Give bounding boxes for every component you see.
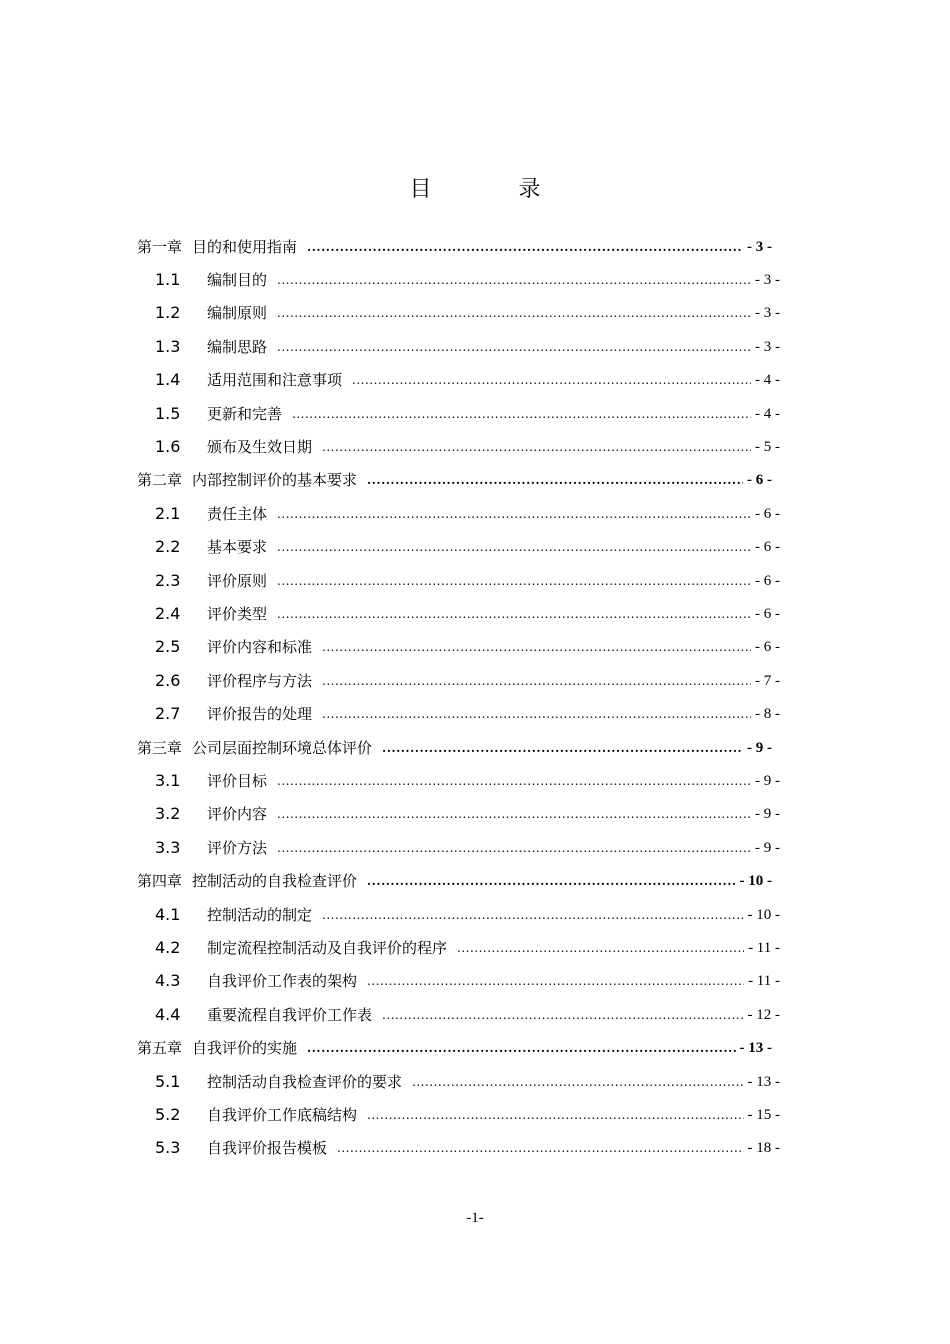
dot-leader xyxy=(382,1005,743,1025)
toc-section-number: 1.2 xyxy=(155,303,181,323)
toc-entry-title: 评价类型 xyxy=(207,604,268,623)
toc-section-entry[interactable] xyxy=(155,931,780,964)
toc-section-number: 4.2 xyxy=(155,937,181,957)
toc-chapter-entry[interactable] xyxy=(137,731,772,764)
toc-page-number: - 6 - xyxy=(755,572,780,589)
toc-section-entry[interactable] xyxy=(155,698,780,731)
toc-section-number: 4.3 xyxy=(155,971,181,991)
toc-page-number: - 10 - xyxy=(739,873,772,890)
toc-chapter-label: 第一章 xyxy=(137,237,183,256)
toc-section-entry[interactable] xyxy=(155,764,780,797)
toc-section-entry[interactable] xyxy=(155,965,780,998)
toc-section-entry[interactable] xyxy=(155,531,780,564)
toc-section-entry[interactable] xyxy=(155,297,780,330)
toc-page-number: - 6 - xyxy=(755,505,780,522)
toc-entry-title: 控制活动的自我检查评价 xyxy=(192,872,358,891)
dot-leader xyxy=(322,637,751,657)
dot-leader xyxy=(292,404,751,424)
toc-entry-title: 编制原则 xyxy=(207,304,268,323)
toc-chapter-entry[interactable] xyxy=(137,865,772,898)
toc-entry-title: 目的和使用指南 xyxy=(192,237,298,256)
toc-entry-title: 评价程序与方法 xyxy=(207,671,313,690)
dot-leader xyxy=(322,704,751,724)
toc-entry-title: 自我评价报告模板 xyxy=(207,1139,328,1158)
toc-section-entry[interactable] xyxy=(155,263,780,296)
toc-entry-title: 评价方法 xyxy=(207,838,268,857)
toc-page-number: - 8 - xyxy=(755,706,780,723)
toc-section-entry[interactable] xyxy=(155,364,780,397)
toc-page-number: - 4 - xyxy=(755,405,780,422)
toc-page-number: - 15 - xyxy=(747,1106,780,1123)
toc-section-entry[interactable] xyxy=(155,1065,780,1098)
toc-entry-title: 评价报告的处理 xyxy=(207,705,313,724)
toc-section-number: 2.4 xyxy=(155,603,181,623)
toc-page-number: - 9 - xyxy=(755,806,780,823)
toc-section-entry[interactable] xyxy=(155,831,780,864)
toc-section-number: 2.6 xyxy=(155,670,181,690)
dot-leader xyxy=(277,504,751,524)
toc-section-entry[interactable] xyxy=(155,564,780,597)
toc-section-number: 1.6 xyxy=(155,436,181,456)
toc-section-number: 5.1 xyxy=(155,1071,181,1091)
toc-section-number: 5.2 xyxy=(155,1104,181,1124)
toc-section-entry[interactable] xyxy=(155,397,780,430)
dot-leader xyxy=(277,604,751,624)
dot-leader xyxy=(367,1105,743,1125)
toc-section-number: 2.1 xyxy=(155,503,181,523)
toc-section-entry[interactable] xyxy=(155,998,780,1031)
toc-section-number: 5.3 xyxy=(155,1138,181,1158)
toc-page-number: - 6 - xyxy=(755,605,780,622)
toc-section-number: 1.5 xyxy=(155,403,181,423)
dot-leader xyxy=(337,1138,743,1158)
dot-leader xyxy=(277,838,751,858)
toc-section-number: 2.2 xyxy=(155,537,181,557)
page-title: 目 录 xyxy=(409,177,581,202)
toc-page-number: - 10 - xyxy=(747,906,780,923)
toc-section-entry[interactable] xyxy=(155,497,780,530)
toc-section-number: 2.5 xyxy=(155,637,181,657)
toc-entry-title: 基本要求 xyxy=(207,538,268,557)
toc-page-number: - 3 - xyxy=(747,238,772,255)
dot-leader xyxy=(457,938,744,958)
toc-section-entry[interactable] xyxy=(155,1132,780,1165)
toc-entry-title: 制定流程控制活动及自我评价的程序 xyxy=(207,938,448,957)
toc-section-entry[interactable] xyxy=(155,798,780,831)
dot-leader xyxy=(277,771,751,791)
toc-section-entry[interactable] xyxy=(155,664,780,697)
toc-entry-title: 自我评价的实施 xyxy=(192,1039,298,1058)
toc-page-number: - 11 - xyxy=(748,973,780,990)
dot-leader xyxy=(277,537,751,557)
toc-entry-title: 评价内容 xyxy=(207,805,268,824)
dot-leader xyxy=(352,370,751,390)
toc-section-number: 4.4 xyxy=(155,1004,181,1024)
dot-leader xyxy=(367,470,743,490)
toc-section-number: 3.3 xyxy=(155,837,181,857)
toc-entry-title: 责任主体 xyxy=(207,504,268,523)
toc-section-entry[interactable] xyxy=(155,898,780,931)
dot-leader xyxy=(412,1072,743,1092)
toc-page-number: - 13 - xyxy=(739,1040,772,1057)
toc-entry-title: 评价目标 xyxy=(207,771,268,790)
toc-entry-title: 评价内容和标准 xyxy=(207,638,313,657)
toc-entry-title: 自我评价工作表的架构 xyxy=(207,972,358,991)
toc-section-entry[interactable] xyxy=(155,631,780,664)
toc-entry-title: 颁布及生效日期 xyxy=(207,437,313,456)
toc-page-number: - 3 - xyxy=(755,305,780,322)
toc-page-number: - 9 - xyxy=(747,739,772,756)
dot-leader xyxy=(367,871,735,891)
toc-entry-title: 自我评价工作底稿结构 xyxy=(207,1105,358,1124)
toc-entry-title: 更新和完善 xyxy=(207,404,283,423)
toc-chapter-label: 第五章 xyxy=(137,1039,183,1058)
toc-entry-title: 控制活动的制定 xyxy=(207,905,313,924)
toc-page-number: - 4 - xyxy=(755,372,780,389)
toc-page-number: - 6 - xyxy=(755,639,780,656)
toc-section-number: 1.1 xyxy=(155,269,181,289)
toc-page-number: - 6 - xyxy=(747,472,772,489)
dot-leader xyxy=(322,905,743,925)
dot-leader xyxy=(307,1038,735,1058)
dot-leader xyxy=(322,437,751,457)
toc-section-entry[interactable] xyxy=(155,597,780,630)
toc-entry-title: 编制目的 xyxy=(207,270,268,289)
toc-page-number: - 9 - xyxy=(755,839,780,856)
toc-page-number: - 7 - xyxy=(755,672,780,689)
toc-entry-title: 内部控制评价的基本要求 xyxy=(192,471,358,490)
toc-chapter-label: 第三章 xyxy=(137,738,183,757)
toc-entry-title: 控制活动自我检查评价的要求 xyxy=(207,1072,403,1091)
toc-page-number: - 13 - xyxy=(747,1073,780,1090)
toc-page-number: - 18 - xyxy=(747,1140,780,1157)
toc-chapter-entry[interactable] xyxy=(137,1032,772,1065)
toc-section-number: 3.1 xyxy=(155,770,181,790)
dot-leader xyxy=(277,804,751,824)
toc-page-number: - 3 - xyxy=(755,338,780,355)
toc-section-number: 1.3 xyxy=(155,336,181,356)
toc-entry-title: 编制思路 xyxy=(207,337,268,356)
dot-leader xyxy=(307,237,743,257)
toc-entry-title: 评价原则 xyxy=(207,571,268,590)
toc-chapter-label: 第二章 xyxy=(137,471,183,490)
toc-section-entry[interactable] xyxy=(155,430,780,463)
dot-leader xyxy=(382,738,743,758)
toc-page-number: - 12 - xyxy=(747,1006,780,1023)
toc-section-number: 3.2 xyxy=(155,804,181,824)
toc-section-number: 1.4 xyxy=(155,370,181,390)
page-number: -1- xyxy=(466,1210,484,1226)
toc-entry-title: 公司层面控制环境总体评价 xyxy=(192,738,373,757)
toc-section-number: 2.7 xyxy=(155,704,181,724)
toc-entry-title: 重要流程自我评价工作表 xyxy=(207,1005,373,1024)
dot-leader xyxy=(367,971,744,991)
dot-leader xyxy=(277,303,751,323)
toc-entry-title: 适用范围和注意事项 xyxy=(207,371,343,390)
toc-page-number: - 3 - xyxy=(755,271,780,288)
toc-page-number: - 9 - xyxy=(755,772,780,789)
toc-page-number: - 5 - xyxy=(755,438,780,455)
toc-section-number: 2.3 xyxy=(155,570,181,590)
toc-page-number: - 6 - xyxy=(755,539,780,556)
dot-leader xyxy=(277,337,751,357)
toc-section-entry[interactable] xyxy=(155,330,780,363)
toc-chapter-entry[interactable] xyxy=(137,230,772,263)
dot-leader xyxy=(277,571,751,591)
dot-leader xyxy=(277,270,751,290)
toc-chapter-label: 第四章 xyxy=(137,872,183,891)
toc-section-entry[interactable] xyxy=(155,1098,780,1131)
toc-section-number: 4.1 xyxy=(155,904,181,924)
toc-chapter-entry[interactable] xyxy=(137,464,772,497)
toc-page-number: - 11 - xyxy=(748,939,780,956)
dot-leader xyxy=(322,671,751,691)
